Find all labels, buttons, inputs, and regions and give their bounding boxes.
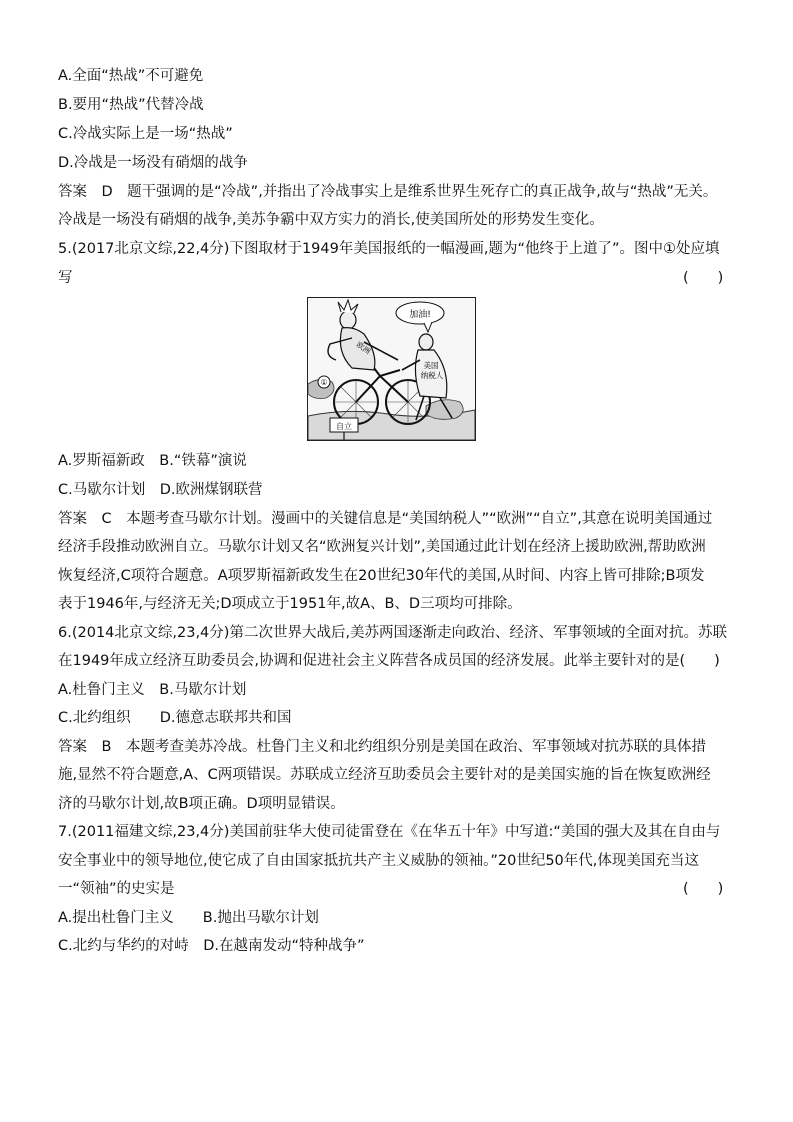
q5-answer-blank: ( ) <box>683 270 724 286</box>
q6-options-ab: A.杜鲁门主义 B.马歇尔计划 <box>58 682 247 698</box>
cartoon-speech-text: 加油! <box>409 310 431 320</box>
q6-answer-line-2: 施,显然不符合题意,A、C两项错误。苏联成立经济互助委员会主要针对的是美国实施的旨在恢复欧洲经 <box>58 767 711 783</box>
q6-stem-line-2: 在1949年成立经济互助委员会,协调和促进社会主义阵营各成员国的经济发展。此举主要针对的是( ) <box>58 653 720 669</box>
cartoon-image <box>307 297 476 441</box>
q5-stem-line-2: 写 <box>58 270 73 286</box>
q7-stem-line-1: 7.(2011福建文综,23,4分)美国前驻华大使司徒雷登在《在华五十年》中写道:“美国的强大及其在自由与 <box>58 824 721 840</box>
q5-answer-line-4: 表于1946年,与经济无关;D项成立于1951年,故A、B、D三项均可排除。 <box>58 596 522 612</box>
q4-answer-line-2: 冷战是一场没有硝烟的战争,美苏争霸中双方实力的消长,使美国所处的形势发生变化。 <box>58 212 604 228</box>
q7-stem-line-3: 一“领袖”的史实是 <box>58 881 175 897</box>
cartoon-europe-label: 欧洲 <box>354 339 373 356</box>
q7-options-cd: C.北约与华约的对峙 D.在越南发动“特种战争” <box>58 938 365 954</box>
q7-answer-blank: ( ) <box>683 881 724 897</box>
q4-answer-line-1: 答案 D 题干强调的是“冷战”,并指出了冷战事实上是维系世界生死存亡的真正战争,故与“热战”无关。 <box>58 184 718 200</box>
q6-options-cd: C.北约组织 D.德意志联邦共和国 <box>58 710 292 726</box>
q4-option-c: C.冷战实际上是一场“热战” <box>58 126 233 142</box>
cartoon-taxpayer-label-2: 纳税人 <box>420 371 444 380</box>
q5-stem-line-1: 5.(2017北京文综,22,4分)下图取材于1949年美国报纸的一幅漫画,题为“他终于上道了”。图中①处应填 <box>58 241 720 257</box>
q7-options-ab: A.提出杜鲁门主义 B.抛出马歇尔计划 <box>58 910 319 926</box>
q4-option-b: B.要用“热战”代替冷战 <box>58 97 204 113</box>
q4-option-d: D.冷战是一场没有硝烟的战争 <box>58 155 248 171</box>
q5-options-cd: C.马歇尔计划 D.欧洲煤钢联营 <box>58 482 263 498</box>
q5-options-ab: A.罗斯福新政 B.“铁幕”演说 <box>58 453 247 469</box>
cartoon-road-sign: 自立 <box>336 422 352 431</box>
q5-answer-line-1: 答案 C 本题考查马歇尔计划。漫画中的关键信息是“美国纳税人”“欧洲”“自立”,其意在说明美国通过 <box>58 511 713 527</box>
q6-answer-line-3: 济的马歇尔计划,故B项正确。D项明显错误。 <box>58 796 345 812</box>
q6-answer-line-1: 答案 B 本题考查美苏冷战。杜鲁门主义和北约组织分别是美国在政治、军事领域对抗苏联的具体措 <box>58 739 706 755</box>
q7-stem-line-2: 安全事业中的领导地位,使它成了自由国家抵抗共产主义威胁的领袖。”20世纪50年代,体现美国充当这 <box>58 853 699 869</box>
q6-stem-line-1: 6.(2014北京文综,23,4分)第二次世界大战后,美苏两国逐渐走向政治、经济、军事领域的全面对抗。苏联 <box>58 625 728 641</box>
q5-answer-line-2: 经济手段推动欧洲自立。马歇尔计划又名“欧洲复兴计划”,美国通过此计划在经济上援助欧洲,帮助欧洲 <box>58 539 706 555</box>
q4-option-a: A.全面“热战”不可避免 <box>58 68 204 84</box>
cartoon-marker: ① <box>320 378 328 387</box>
cartoon-taxpayer-label-1: 美国 <box>423 361 439 370</box>
q5-answer-line-3: 恢复经济,C项符合题意。A项罗斯福新政发生在20世纪30年代的美国,从时间、内容上皆可排除;B项发 <box>58 568 705 584</box>
